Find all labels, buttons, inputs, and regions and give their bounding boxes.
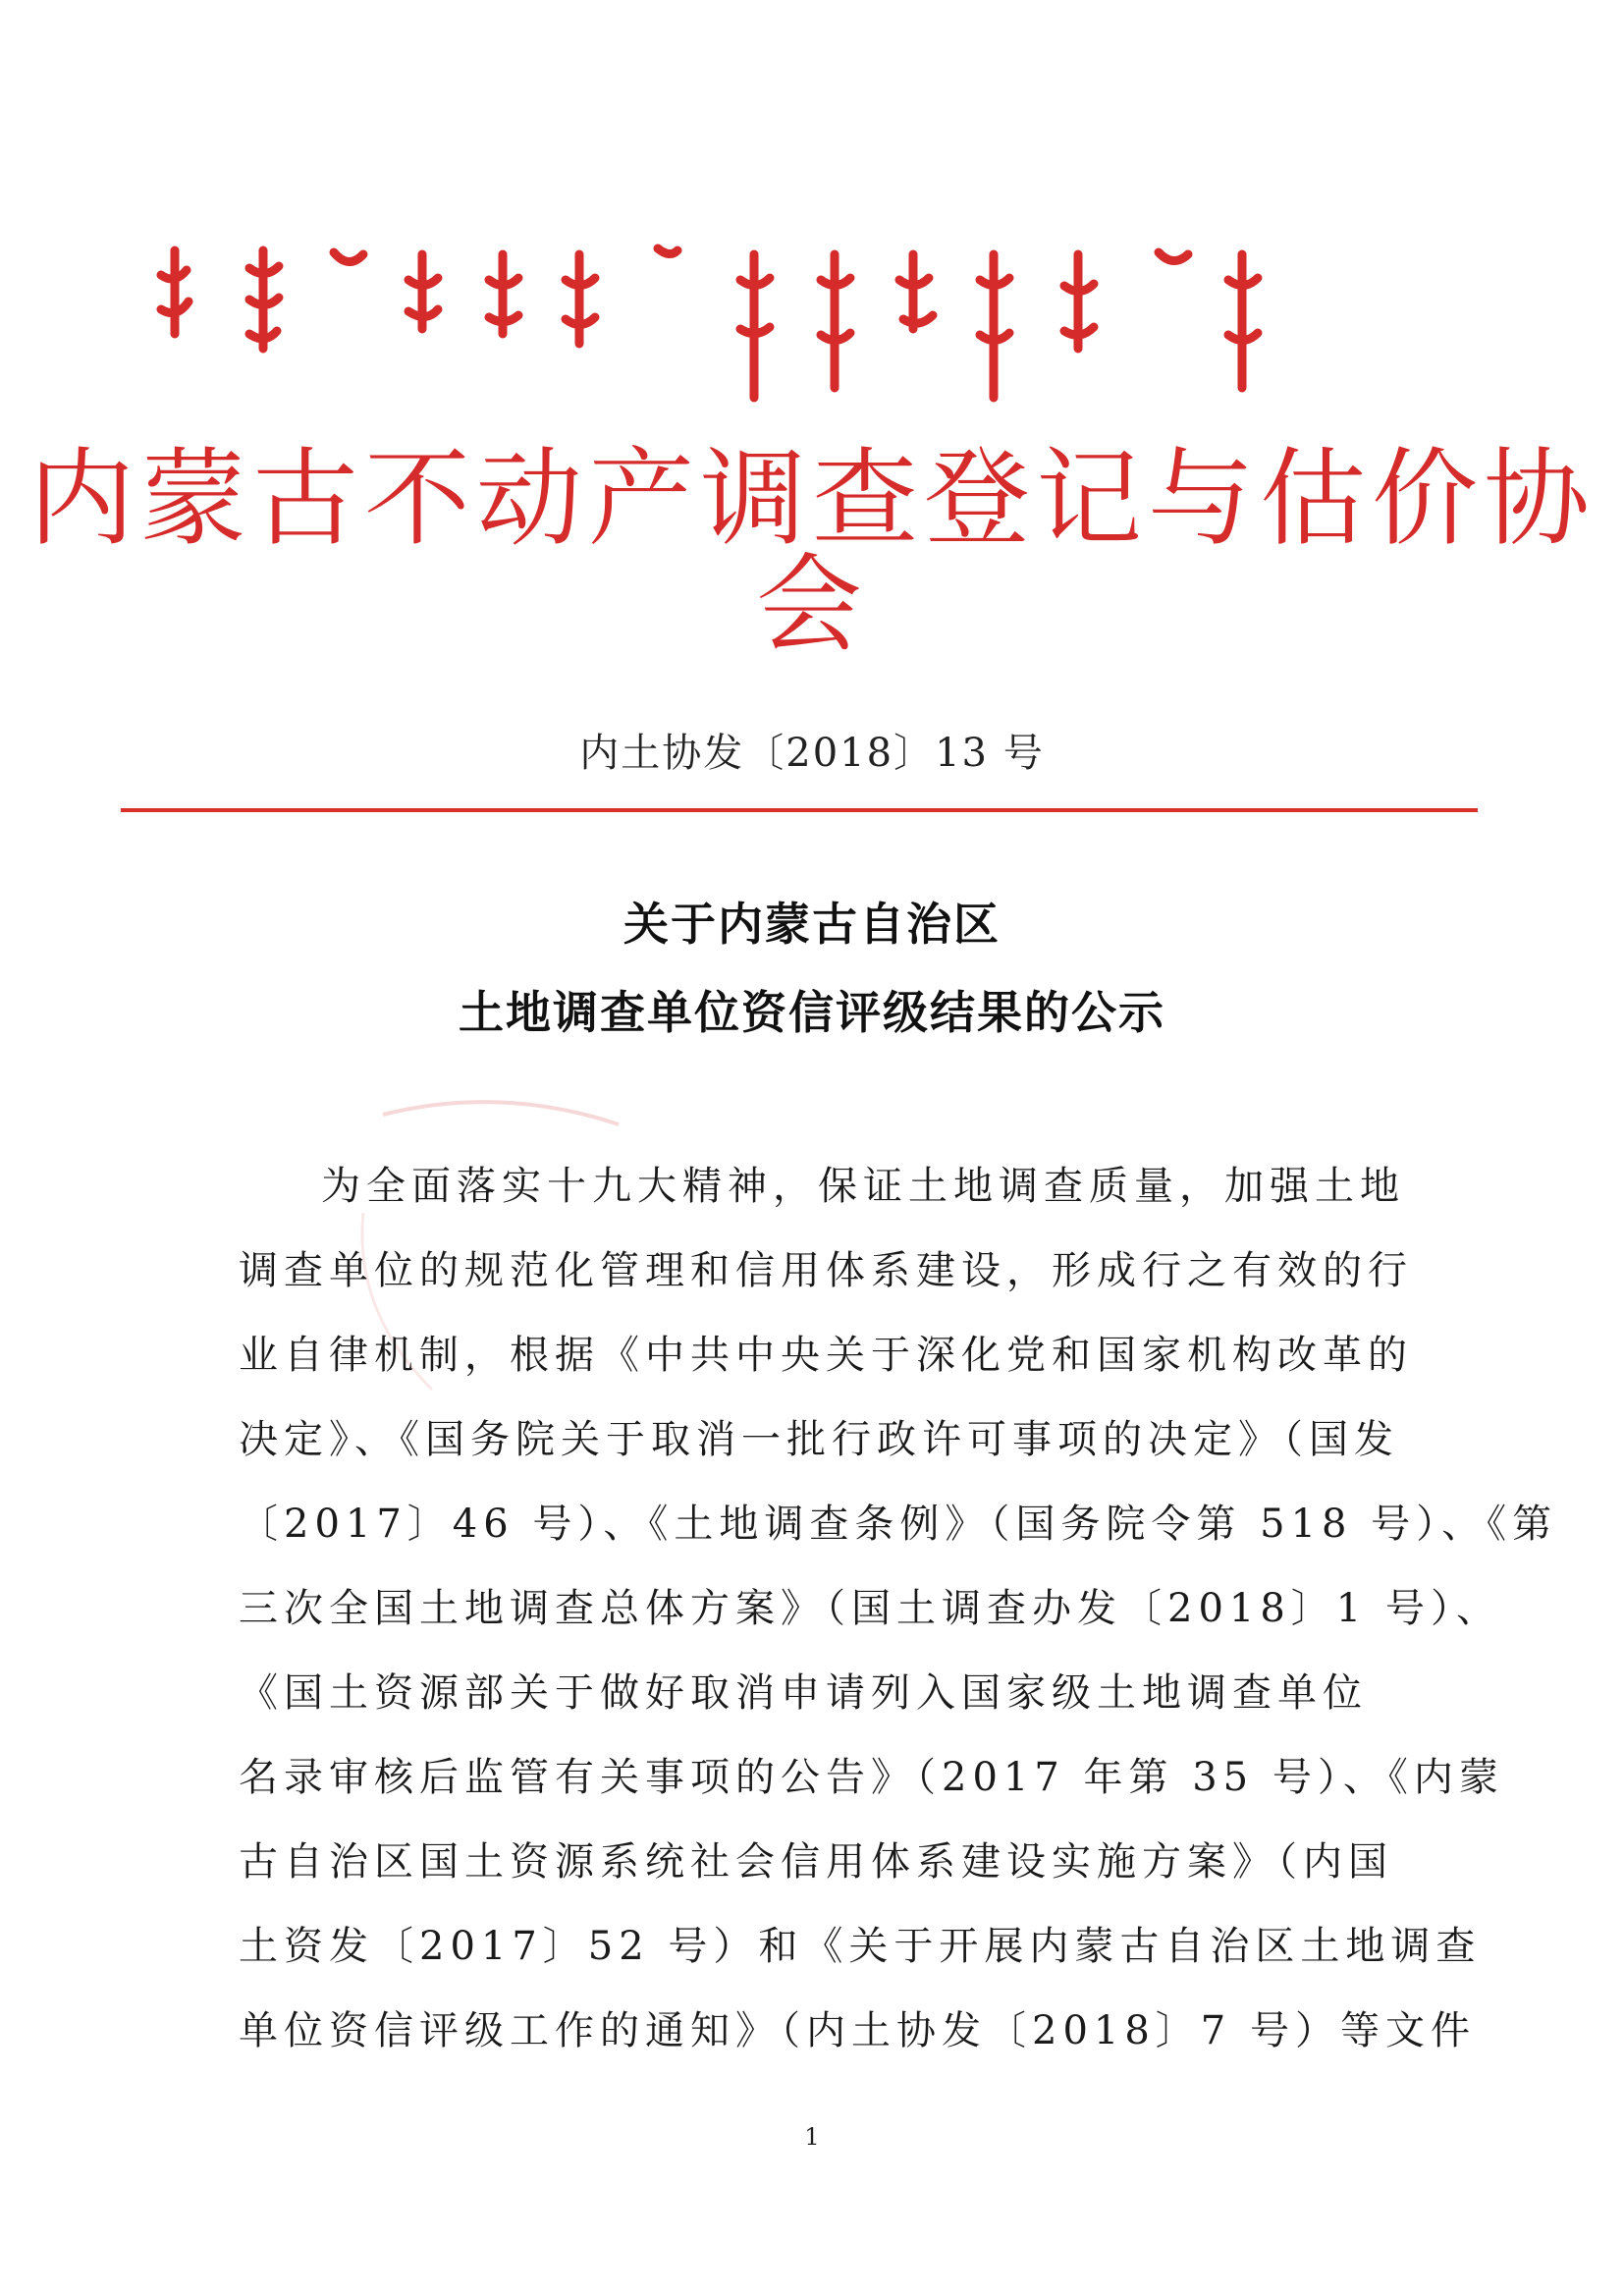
- body-line: 古自治区国土资源系统社会信用体系建设实施方案》（内国: [239, 1839, 1393, 1885]
- body-line: 为全面落实十九大精神，保证土地调查质量，加强土地: [321, 1164, 1405, 1209]
- document-number: 内土协发〔2018〕13 号: [579, 731, 1045, 776]
- mongolian-name-logo: [147, 241, 1463, 398]
- document-title-line-1: 关于内蒙古自治区: [623, 898, 1001, 951]
- body-line: 调查单位的规范化管理和信用体系建设，形成行之有效的行: [239, 1248, 1413, 1293]
- organization-name: 内蒙古不动产调查登记与估价协会: [27, 438, 1596, 667]
- red-divider-line: [121, 808, 1478, 812]
- body-line: 《国土资源部关于做好取消申请列入国家级土地调查单位: [239, 1670, 1368, 1716]
- body-line: 单位资信评级工作的通知》（内土协发〔2018〕7 号）等文件: [239, 2008, 1476, 2053]
- mongolian-script-graphic: [147, 241, 1463, 398]
- body-line: 三次全国土地调查总体方案》（国土调查办发〔2018〕1 号）、: [239, 1586, 1501, 1631]
- body-line: 土资发〔2017〕52 号）和《关于开展内蒙古自治区土地调查: [239, 1924, 1482, 1969]
- page-number: 1: [804, 2123, 820, 2151]
- body-line: 决定》、《国务院关于取消一批行政许可事项的决定》（国发: [239, 1417, 1399, 1462]
- document-title-line-2: 土地调查单位资信评级结果的公示: [459, 986, 1165, 1039]
- body-paragraph: [239, 1144, 1558, 2073]
- body-line: 业自律机制，根据《中共中央关于深化党和国家机构改革的: [239, 1333, 1413, 1378]
- body-line: 〔2017〕46 号）、《土地调查条例》（国务院令第 518 号）、《第: [239, 1502, 1558, 1547]
- body-line: 名录审核后监管有关事项的公告》（2017 年第 35 号）、《内蒙: [239, 1755, 1504, 1800]
